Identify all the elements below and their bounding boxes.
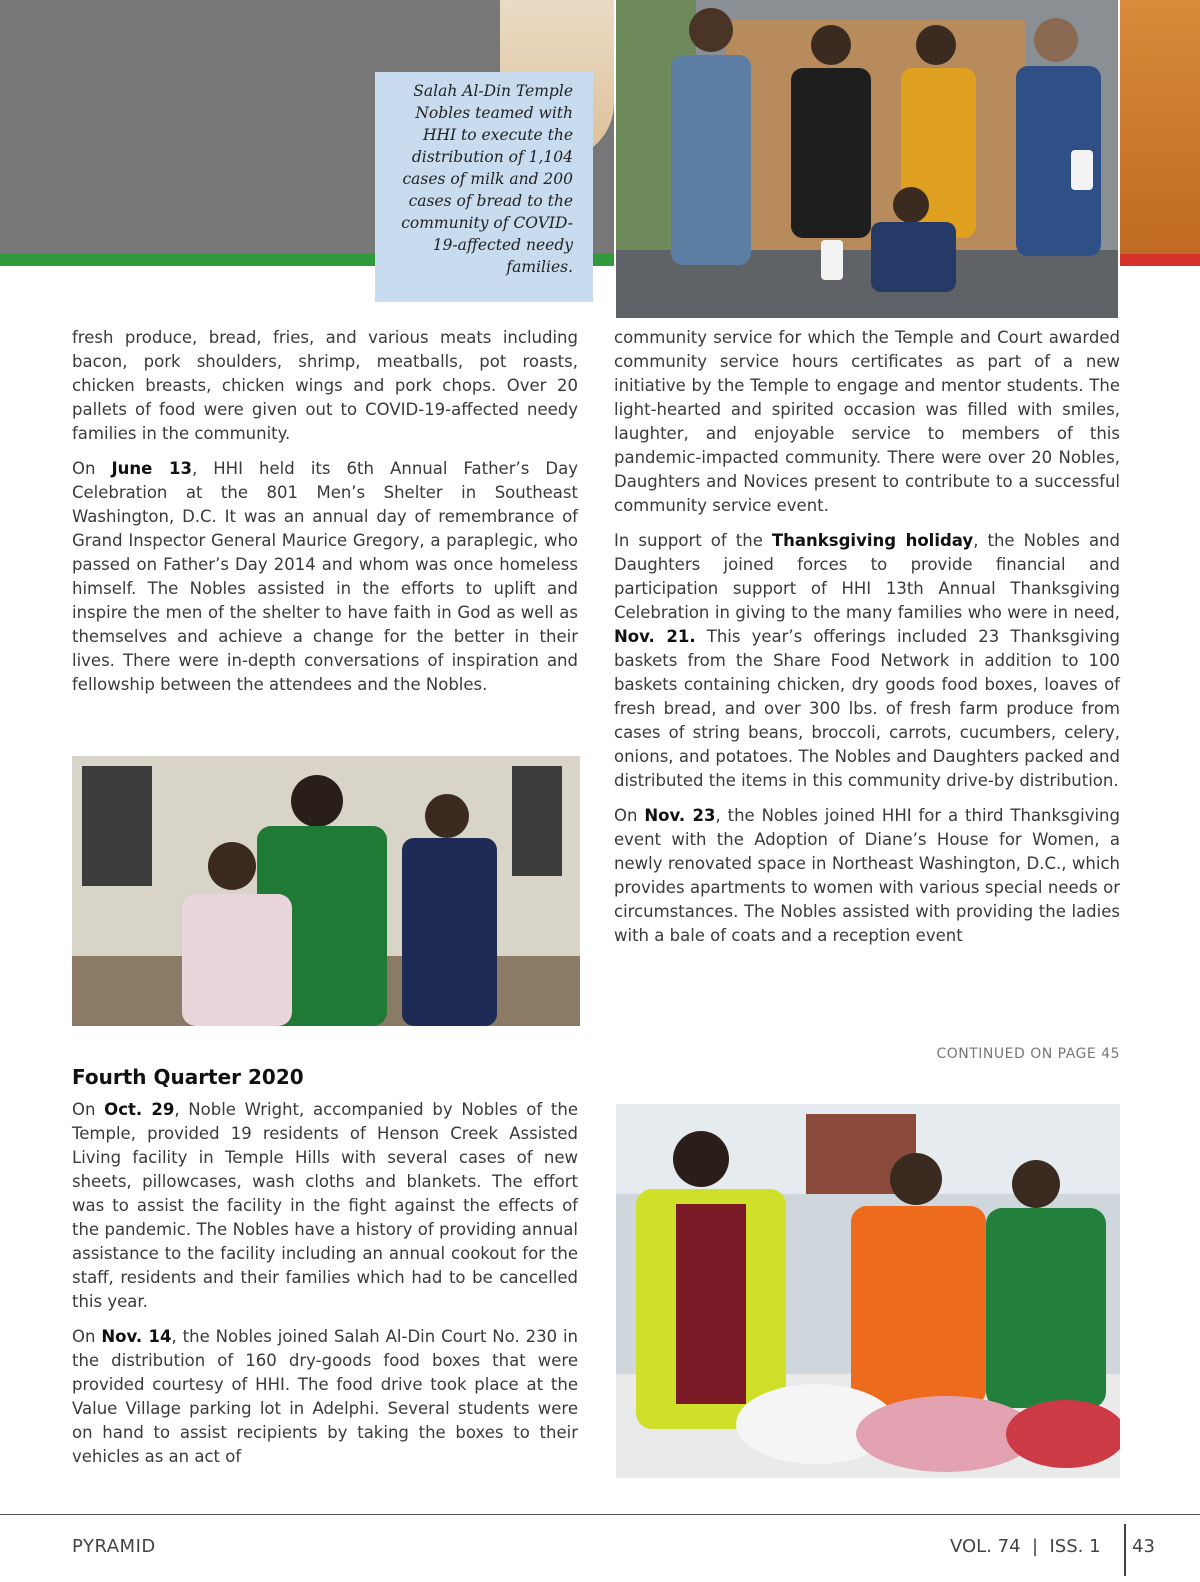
shelter-photo xyxy=(72,756,580,1026)
red-stripe xyxy=(1120,254,1200,266)
paragraph: fresh produce, bread, fries, and various meats including bacon, pork shoulders, shrimp, meatballs, pot roasts, chicken breasts, chicken wings and pork chops. Over 20 pallets of food were given out to COVID-19-affected needy families in the community. xyxy=(72,328,578,443)
page-number: 43 xyxy=(1132,1536,1155,1557)
section-heading: Fourth Quarter 2020 xyxy=(72,1065,304,1089)
photo-caption: Salah Al-Din Temple Nobles teamed with HHI to execute the distribution of 1,104 cases of milk and 200 cases of bread to the community of COVID-19-affected needy families. xyxy=(375,72,593,302)
photo-edge-strip xyxy=(1120,0,1200,254)
paragraph: In support of the Thanksgiving holiday, the Nobles and Daughters joined forces to provide financial and participation support of HHI 13th Annual Thanksgiving Celebration in giving to the many families who were in need, Nov. 21. This year’s offerings included 23 Thanksgiving baskets from the Share Food Network in addition to 100 baskets containing chicken, dry goods food boxes, loaves of fresh bread, and over 300 lbs. of fresh farm produce from cases of string beans, broccoli, carrots, cucumbers, celery, onions, and potatoes. The Nobles and Daughters packed and distributed the items in this community drive-by distribution. xyxy=(614,531,1120,790)
left-column-lower xyxy=(72,1064,578,1480)
continued-note: CONTINUED ON PAGE 45 xyxy=(936,1046,1120,1062)
issue-info: VOL. 74 | ISS. 1 xyxy=(950,1536,1101,1557)
food-boxes-photo xyxy=(616,1104,1120,1478)
right-column xyxy=(614,326,1120,959)
paragraph: On June 13, HHI held its 6th Annual Father’s Day Celebration at the 801 Men’s Shelter in Southeast Washington, D.C. It was an annual day of remembrance of Grand Inspector General Maurice Gregory, a paraplegic, who passed on Father’s Day 2014 and whom was once homeless himself. The Nobles assisted in the efforts to uplift and inspire the men of the shelter to have faith in God as well as themselves and achieve a change for the better in their lives. There were in-depth conversations of inspiration and fellowship between the attendees and the Nobles. xyxy=(72,459,579,694)
left-column-upper xyxy=(72,326,578,708)
paragraph: On Oct. 29, Noble Wright, accompanied by Nobles of the Temple, provided 19 residents of Henson Creek Assisted Living facility in Temple Hills with several cases of new sheets, pillowcases, wash cloths and blankets. The effort was to assist the facility in the fight against the effects of the pandemic. The Nobles have a history of providing annual assistance to the facility including an annual cookout for the staff, residents and their families which had to be cancelled this year. xyxy=(72,1100,578,1311)
footer-rule xyxy=(0,1514,1200,1515)
page-number-divider xyxy=(1124,1524,1126,1576)
milk-distribution-photo xyxy=(616,0,1118,318)
paragraph: On Nov. 14, the Nobles joined Salah Al-Din Court No. 230 in the distribution of 160 dry-goods food boxes that were provided courtesy of HHI. The food drive took place at the Value Village parking lot in Adelphi. Several students were on hand to assist recipients by taking the boxes to their vehicles as an act of xyxy=(72,1327,579,1466)
paragraph: On Nov. 23, the Nobles joined HHI for a third Thanksgiving event with the Adoption of Diane’s House for Women, a newly renovated space in Northeast Washington, D.C., which provides apartments to women with various special needs or circumstances. The Nobles assisted with providing the ladies with a bale of coats and a reception event xyxy=(614,806,1120,945)
publication-name: PYRAMID xyxy=(72,1536,156,1557)
paragraph: community service for which the Temple and Court awarded community service hours certificates as part of a new initiative by the Temple to engage and mentor students. The light-hearted and spirited occasion was filled with smiles, laughter, and enjoyable service to members of this pandemic-impacted community. There were over 20 Nobles, Daughters and Novices present to contribute to a successful community service event. xyxy=(614,328,1120,515)
